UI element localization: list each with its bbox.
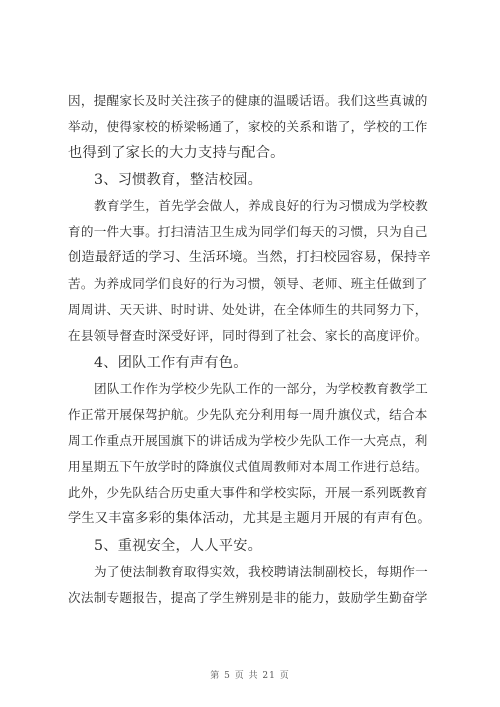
text-line: 此外，少先队结合历史重大事件和学校实际，开展一系列既教育 — [68, 485, 428, 500]
text-line: 育的一件大事。打扫清洁卫生成为同学们每天的习惯，只为自己 — [68, 224, 428, 239]
text-line: 作正常开展保驾护航。少先队充分利用每一周升旗仪式，结合本 — [68, 407, 428, 422]
section-heading: 4、团队工作有声有色。 — [94, 355, 248, 371]
text-line: 为了使法制教育取得实效，我校聘请法制副校长，每期作一 — [94, 564, 428, 579]
text-line: 次法制专题报告，提高了学生辨别是非的能力，鼓励学生勤奋学 — [68, 590, 428, 605]
text-line: 用星期五下午放学时的降旗仪式值周教师对本周工作进行总结。 — [68, 459, 428, 474]
text-line: 周工作重点开展国旗下的讲话成为学校少先队工作一大亮点，利 — [68, 433, 428, 448]
text-line: 苦。为养成同学们良好的行为习惯，领导、老师、班主任做到了 — [68, 276, 428, 291]
section-heading: 5、重视安全，人人平安。 — [94, 538, 263, 554]
text-line: 教育学生，首先学会做人，养成良好的行为习惯成为学校教 — [94, 198, 428, 213]
text-line: 团队工作作为学校少先队工作的一部分，为学校教育教学工 — [94, 381, 428, 396]
text-line: 在县领导督查时深受好评，同时得到了社会、家长的高度评价。 — [68, 328, 428, 343]
text-line: 因，提醒家长及时关注孩子的健康的温暖话语。我们这些真诚的 — [68, 93, 428, 108]
text-line: 也得到了家长的大力支持与配合。 — [68, 145, 285, 161]
text-line: 举动，使得家校的桥梁畅通了，家校的关系和谐了，学校的工作 — [68, 119, 428, 134]
text-line: 创造最舒适的学习、生活环境。当然，打扫校园容易，保持辛 — [68, 250, 431, 265]
page-number-footer: 第 5 页 共 21 页 — [210, 671, 290, 681]
text-line: 学生又丰富多彩的集体活动，尤其是主题月开展的有声有色。 — [68, 511, 431, 526]
section-heading: 3、习惯教育，整洁校园。 — [94, 172, 263, 188]
text-line: 周周讲、天天讲、时时讲、处处讲，在全体师生的共同努力下， — [68, 302, 428, 317]
